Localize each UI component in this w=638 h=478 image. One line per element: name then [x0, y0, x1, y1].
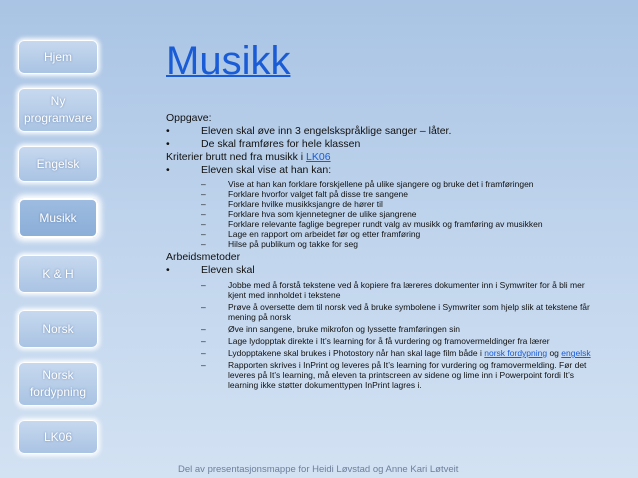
list-item: [201, 239, 606, 249]
list-item: [166, 164, 606, 177]
metode-6b: leveres på It’s learning, må eleven ta printscreen av sidene og lime inn i Powerpoint fordi It’s: [228, 370, 575, 380]
metode-5-mid: og: [547, 348, 562, 358]
metode-2a: Prøve å oversette dem til norsk ved å bruke symbolene i Symwriter som hjelp slik at tekstene får: [228, 302, 590, 312]
dash-icon: –: [201, 179, 206, 189]
nav-musikk-button[interactable]: [18, 198, 98, 238]
bullet-icon: •: [166, 138, 170, 150]
metode-1b: kjent med innholdet i tekstene: [228, 290, 341, 300]
metode-6a: Rapporten skrives i InPrint og leveres på It’s learning for vurdering og framovermelding. Før det: [228, 360, 587, 370]
bullet-icon: •: [166, 164, 170, 176]
list-item: [201, 336, 606, 346]
list-item: [201, 324, 606, 334]
vise-text: Eleven skal vise at han kan:: [201, 164, 332, 176]
metode-6c: learning ikke støtter dokumenttypen InPrint lagres i.: [228, 380, 422, 390]
nav-engelsk-label: Engelsk: [36, 156, 80, 171]
eleven-skal-text: Eleven skal: [201, 264, 255, 276]
list-item: [201, 199, 606, 209]
nav-ny-programvare-button[interactable]: [18, 88, 98, 132]
dash-icon: –: [201, 219, 206, 229]
nav-lk06-label: LK06: [43, 429, 73, 444]
oppgave-heading: Oppgave:: [166, 112, 212, 124]
metode-3: Øve inn sangene, bruke mikrofon og lyssette framføringen sin: [228, 324, 460, 334]
list-item: [166, 125, 606, 138]
arbeidsmetoder-heading: Arbeidsmetoder: [166, 251, 241, 263]
kriterie-6: Lage en rapport om arbeidet før og etter framføring: [228, 229, 421, 239]
kriterie-4: Forklare hva som kjennetegner de ulike sjangrene: [228, 209, 417, 219]
list-item: [201, 189, 606, 199]
dash-icon: –: [201, 239, 206, 249]
oppgave-item-2: De skal framføres for hele klassen: [201, 138, 361, 150]
nav-norsk-label: Norsk: [42, 321, 74, 336]
dash-icon: –: [201, 336, 206, 346]
kriterie-3: Forklare hvilke musikksjangre de hører til: [228, 199, 383, 209]
page-title[interactable]: Musikk: [166, 39, 291, 83]
nav-kh-button[interactable]: [18, 255, 98, 293]
metode-2b: mening på norsk: [228, 312, 291, 322]
dash-icon: –: [201, 280, 206, 290]
nav-lk06-button[interactable]: [18, 420, 98, 454]
nav-musikk-label: Musikk: [39, 210, 77, 225]
dash-icon: –: [201, 324, 206, 334]
kriterie-7: Hilse på publikum og takke for seg: [228, 239, 358, 249]
kriterie-1: Vise at han kan forklare forskjellene på ulike sjangere og bruke det i framføringen: [228, 179, 534, 189]
list-item: [201, 179, 606, 189]
dash-icon: –: [201, 360, 206, 370]
kriterie-5: Forklare relevante faglige begreper rundt valg av musikk og framføring av musikken: [228, 219, 543, 229]
list-item: [201, 229, 606, 239]
main-content: [166, 112, 606, 390]
metode-5-text: Lydopptakene skal brukes i Photostory når han skal lage film både i: [228, 348, 485, 358]
nav-ny-label-2: programvare: [23, 111, 93, 125]
footer-text: Del av presentasjonsmappe for Heidi Løvstad og Anne Kari Løtveit: [178, 464, 459, 475]
dash-icon: –: [201, 348, 206, 358]
list-item: [201, 209, 606, 219]
metode-1a: Jobbe med å forstå tekstene ved å kopiere fra læreres dokumenter inn i Symwriter for å bli mer: [228, 280, 585, 290]
list-item: [166, 138, 606, 151]
nav-kh-label: K & H: [42, 266, 74, 281]
list-item: [201, 348, 606, 358]
list-item: [201, 280, 606, 300]
kriterier-line: [166, 151, 606, 164]
oppgave-item-1: Eleven skal øve inn 3 engelskspråklige sanger – låter.: [201, 125, 452, 137]
kriterie-2: Forklare hvorfor valget falt på disse tre sangene: [228, 189, 409, 199]
dash-icon: –: [201, 209, 206, 219]
nav-norsk-fordypning-label-1: Norsk: [42, 368, 74, 382]
dash-icon: –: [201, 229, 206, 239]
dash-icon: –: [201, 199, 206, 209]
norsk-fordypning-link[interactable]: norsk fordypning: [484, 348, 548, 358]
nav-engelsk-button[interactable]: [18, 146, 98, 182]
nav-hjem-label: Hjem: [43, 49, 72, 64]
bullet-icon: •: [166, 264, 170, 276]
dash-icon: –: [201, 189, 206, 199]
nav-hjem-button[interactable]: [18, 40, 98, 74]
bullet-icon: •: [166, 125, 170, 137]
engelsk-link[interactable]: engelsk: [561, 348, 591, 358]
nav-norsk-fordypning-label-2: fordypning: [29, 385, 87, 399]
nav-norsk-button[interactable]: [18, 310, 98, 348]
kriterier-text: Kriterier brutt ned fra musikk i: [166, 151, 307, 163]
metode-4: Lage lydopptak direkte i It’s learning for å få vurdering og framovermeldinger fra lærer: [228, 336, 550, 346]
dash-icon: –: [201, 302, 206, 312]
list-item: [166, 264, 606, 277]
list-item: [201, 360, 606, 390]
list-item: [201, 302, 606, 322]
list-item: [201, 219, 606, 229]
lk06-link[interactable]: LK06: [306, 151, 331, 163]
nav-ny-label-1: Ny: [50, 94, 66, 108]
nav-norsk-fordypning-button[interactable]: [18, 362, 98, 406]
